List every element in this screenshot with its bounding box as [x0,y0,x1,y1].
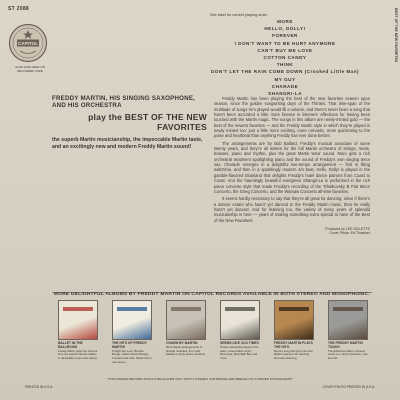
album-description: Tonight We Love, Bumble Boogie, Sabre Dance Boogie, Cumana and other Martin hits in new stereo. [112,348,152,364]
track-item: FOREVER [272,33,298,39]
album-cover-band [333,307,363,311]
cover-photo-credit: Cover Photo: Ed Thrasher [329,231,370,236]
track-item: I DON'T WANT TO BE HURT ANYMORE [234,40,336,46]
album-cover-band [279,307,309,311]
album-cover [274,300,314,340]
stereo-notice: THIS STEREO RECORD SHOULD BE PLAYED ONLY WITH A STEREO CARTRIDGE AND NEEDLE ON A STEREO PHONOGRAPH [107,377,293,381]
album-item [58,300,98,361]
track-item: CHARADE [271,83,299,89]
headline-block [52,95,207,151]
track-item: DON'T LET THE RAIN COME DOWN (Crooked Little Man) [210,69,360,75]
spine-title: BEST OF THE NEW FAVORITES [394,8,398,63]
catalog-number: ST 2088 [8,6,30,12]
spine-text [392,6,398,126]
album-title: SEEMS LIKE OLD TIMES [220,341,259,345]
more-albums-title: MORE DELIGHTFUL ALBUMS BY FREDDY MARTIN ON CAPITOL RECORDS AVAILABLE IN BOTH STEREO AND MONOPHONIC: [53,292,371,297]
track-item: MORE [277,19,293,24]
album-description: Freddy Martin plays the themes from the world's favorite ballets in danceable tempo and styling. [58,348,98,360]
track-item: SHANGRI-LA [268,91,302,97]
album-cover [328,300,368,340]
album-description: More Martin arrangements of favorite melodies, from lush ballads to lively dance numbers. [166,344,206,357]
album-description: Recent song hits given the lush Martin treatment for dancing and easy listening. [274,348,313,360]
liner-paragraph: It seems hardly necessary to say that they're all great for dancing, since if there's a dancer extant who hasn't yet danced to the Freddy Martin music, then he really hasn't yet danced. And for listening too, the variety of many years of splendid musicianship is here — years of making something extra special to have of the Best of the New Favorites! [214,196,370,223]
capitol-logo-icon [8,23,48,63]
album-item [328,300,368,361]
headline-tagline: the superb Martin musicianship, the impeccable Martin taste, and an excitingly new and modern Freddy Martin sound! [52,137,203,150]
logo-caption: ALSO AVAILABLE ON RECORDED TAPE [15,65,45,73]
album-title: CHARM BY MARTIN [166,341,198,345]
album-description: The distinctive Martin musical touch on a dozen favorites, new and old. [328,348,368,360]
album-cover-band [63,307,93,311]
svg-text:CAPITOL: CAPITOL [17,41,39,46]
more-albums-list [58,300,368,372]
headline-title: play the BEST OF THE NEW FAVORITES [88,112,207,132]
headline-artist: FREDDY MARTIN, HIS SINGING SAXOPHONE, AND HIS ORCHESTRA [52,95,196,109]
album-title: BALLET IN THE BALLROOM [58,341,83,349]
cover-printed-note: COVER PHOTO PRINTED IN U.S.A. [322,385,375,389]
credits [214,227,370,236]
album-description: Twelve standards played in the warm, sweet Martin style: Memories, Moonlight Bay and more. [220,344,259,360]
album-cover [220,300,260,340]
track-list [210,18,360,97]
track-item: MY GUY [274,76,296,82]
liner-paragraph: The arrangements are by Bob Ballard, Freddy's musical associate of some twenty years, and they're all written for the full Martin orchestra of strings, reeds, brasses, piano and rhythm, plus the great Martin tenor sound. More gets a rich orchestral treatment spotlighting piano and the sound of Freddy's own singing tenor sax. Charade emerges in a delightful two-tempo arrangement — first in lilting waltztime, and then in a sparklingly modern 4/4 beat. Hello, Dolly! is played in the gamble-flavored Dixieland that delights Freddy's hotel dance patrons from Coast to Coast. And the hauntingly beautiful evergreen Shangri-La is performed in the rich piano concerto style that made Freddy's recording of the Tchaikovsky B Flat Minor Concerto, the Grieg Concerto, and the Warsaw Concerto all-time favorites. [214,140,370,194]
album-cover-band [117,307,147,311]
album-cover-band [171,307,201,311]
album-item [166,300,206,357]
producer-credit: Produced by LEE GILLETTE [325,226,370,231]
album-cover [166,300,206,340]
liner-notes [214,96,370,236]
album-item [112,300,152,364]
track-item: CAN'T BUY ME LOVE [257,47,313,53]
track-item: COTTON CANDY [263,55,307,61]
track-item: THINK [276,62,294,68]
track-item: HELLO, DOLLY! [264,26,306,32]
album-item [274,300,314,361]
album-cover [112,300,152,340]
album-item [220,300,260,361]
printed-note: PRINTED IN U.S.A. [25,385,54,389]
album-cover-band [225,307,255,311]
album-title: FREDDY MARTIN PLAYS THE HITS [274,341,313,349]
album-cover [58,300,98,340]
playing-order-note: See label for correct playing order. [210,13,268,17]
liner-paragraph: Freddy Martin has been playing the best of the new favorites season upon season, since the golden songwriting days of the Thirties. That time-span of the multitude of songs he's played would fill a volume, and there's never been a song that hasn't been accorded a little more finesse in listeners' affections for having been touched with the Martin magic. The songs in this album are newly-minted gold — the best of the newest favorites — and the Freddy Martin style in which they're played is newly minted too: just a little more exciting, more romantic, more quickening to the pulse and heartbeat than anything Freddy has ever done before. [214,96,370,139]
album-title: THE FREDDY MARTIN TOUCH [328,341,363,349]
album-title: THE HITS OF FREDDY MARTIN [112,341,147,349]
